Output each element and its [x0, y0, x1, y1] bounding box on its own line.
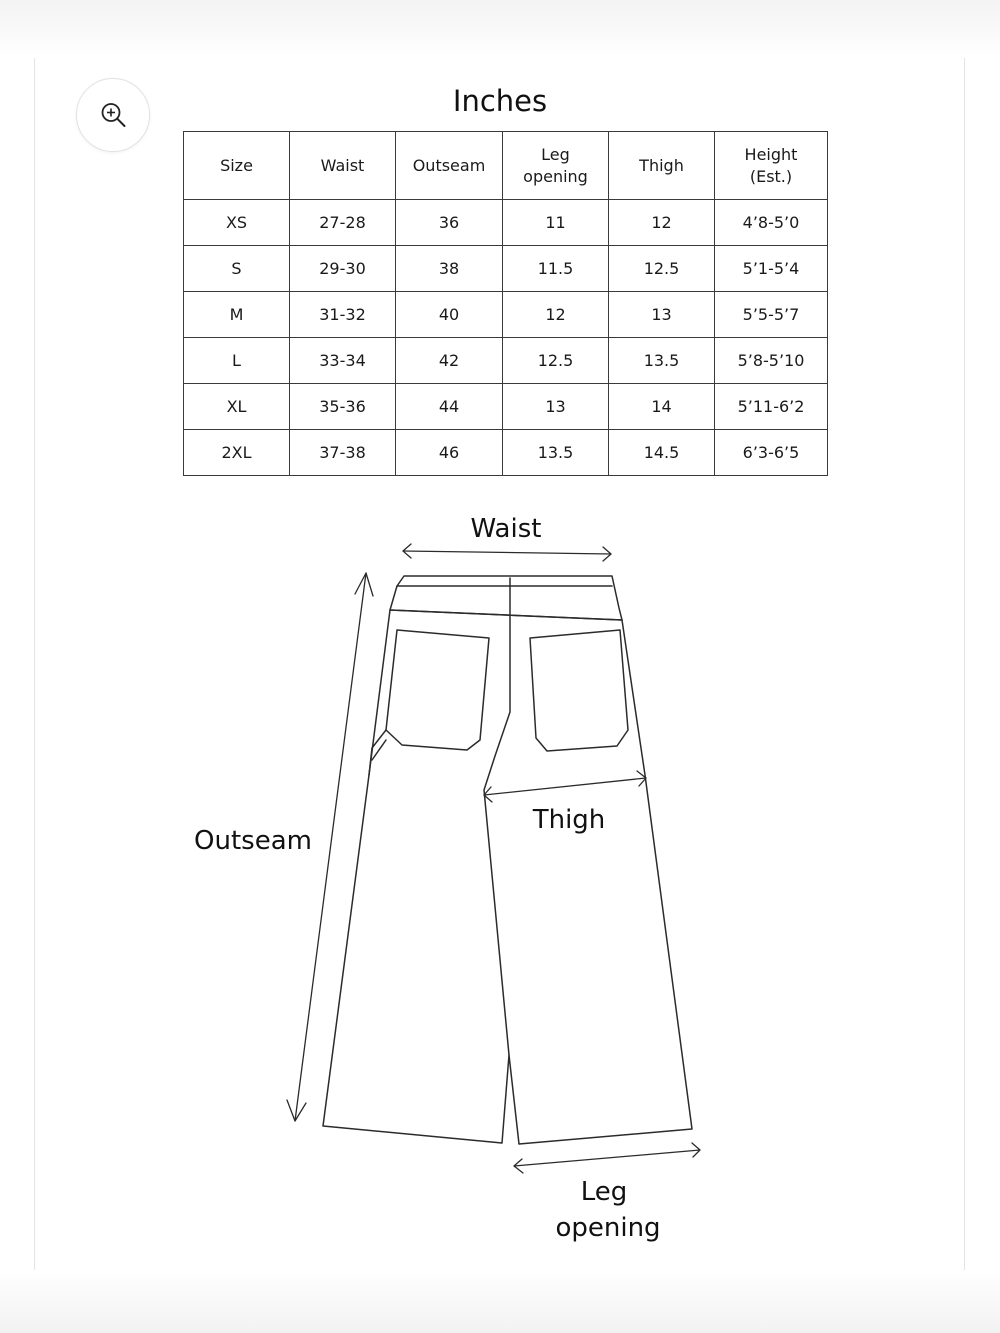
waist-arrow [403, 544, 611, 561]
size-chart-table [183, 131, 828, 476]
cell-height: 6’3-6’5 [715, 430, 828, 476]
table-row [184, 430, 828, 476]
cell-height: 5’5-5’7 [715, 292, 828, 338]
cell-thigh: 13 [609, 292, 715, 338]
cell-thigh: 14.5 [609, 430, 715, 476]
cell-outseam: 40 [396, 292, 503, 338]
cell-thigh: 12.5 [609, 246, 715, 292]
cell-waist: 29-30 [290, 246, 396, 292]
cell-thigh: 13.5 [609, 338, 715, 384]
header-height [715, 132, 828, 200]
header-outseam [396, 132, 503, 200]
cell-thigh: 12 [609, 200, 715, 246]
header-thigh-label: Thigh [639, 155, 684, 175]
thigh-label: Thigh [532, 805, 606, 835]
leg-opening-label-line2: opening [555, 1213, 661, 1243]
header-leg-opening [503, 132, 609, 200]
cell-waist: 35-36 [290, 384, 396, 430]
cell-outseam: 38 [396, 246, 503, 292]
cell-leg-opening: 12.5 [503, 338, 609, 384]
leg-opening-label-line1: Leg [580, 1177, 628, 1207]
cell-outseam: 44 [396, 384, 503, 430]
bottom-shadow [0, 1270, 1000, 1333]
cell-outseam: 42 [396, 338, 503, 384]
cell-leg-opening: 11 [503, 200, 609, 246]
waistband [390, 576, 622, 620]
cell-waist: 33-34 [290, 338, 396, 384]
header-waist-label: Waist [320, 155, 365, 175]
leg-opening-arrow [514, 1143, 700, 1173]
cell-size: 2XL [184, 430, 290, 476]
cell-leg-opening: 11.5 [503, 246, 609, 292]
table-row [184, 338, 828, 384]
header-outseam-label: Outseam [412, 155, 486, 175]
table-row [184, 292, 828, 338]
cell-size: XS [184, 200, 290, 246]
cell-waist: 31-32 [290, 292, 396, 338]
cell-outseam: 36 [396, 200, 503, 246]
cell-height: 5’11-6’2 [715, 384, 828, 430]
header-size-label: Size [220, 155, 253, 175]
pants-measurement-diagram [0, 500, 1000, 1270]
header-leg-opening-line1: Leg [541, 144, 570, 164]
table-header-row [184, 132, 828, 200]
cell-height: 4’8-5’0 [715, 200, 828, 246]
header-height-line1: Height [744, 144, 798, 164]
header-waist [290, 132, 396, 200]
pants-outline [323, 610, 692, 1144]
outseam-label: Outseam [194, 826, 312, 856]
cell-leg-opening: 12 [503, 292, 609, 338]
cell-size: M [184, 292, 290, 338]
header-leg-opening-line2: opening [523, 166, 588, 186]
waistband-bottom-edge [390, 610, 622, 620]
cell-size: S [184, 246, 290, 292]
header-size [184, 132, 290, 200]
cell-size: L [184, 338, 290, 384]
table-row [184, 200, 828, 246]
cell-leg-opening: 13.5 [503, 430, 609, 476]
cell-outseam: 46 [396, 430, 503, 476]
header-thigh [609, 132, 715, 200]
top-shadow [0, 0, 1000, 58]
thigh-arrow [484, 771, 646, 802]
header-height-line2: (Est.) [749, 166, 793, 186]
left-back-pocket [386, 630, 489, 750]
cell-size: XL [184, 384, 290, 430]
cell-thigh: 14 [609, 384, 715, 430]
right-back-pocket [530, 630, 628, 751]
size-chart-title: Inches [452, 84, 548, 118]
cell-waist: 27-28 [290, 200, 396, 246]
side-yoke-detail [369, 730, 386, 775]
cell-height: 5’1-5’4 [715, 246, 828, 292]
cell-leg-opening: 13 [503, 384, 609, 430]
waist-label: Waist [470, 514, 542, 544]
cell-height: 5’8-5’10 [715, 338, 828, 384]
table-row [184, 246, 828, 292]
table-row [184, 384, 828, 430]
cell-waist: 37-38 [290, 430, 396, 476]
